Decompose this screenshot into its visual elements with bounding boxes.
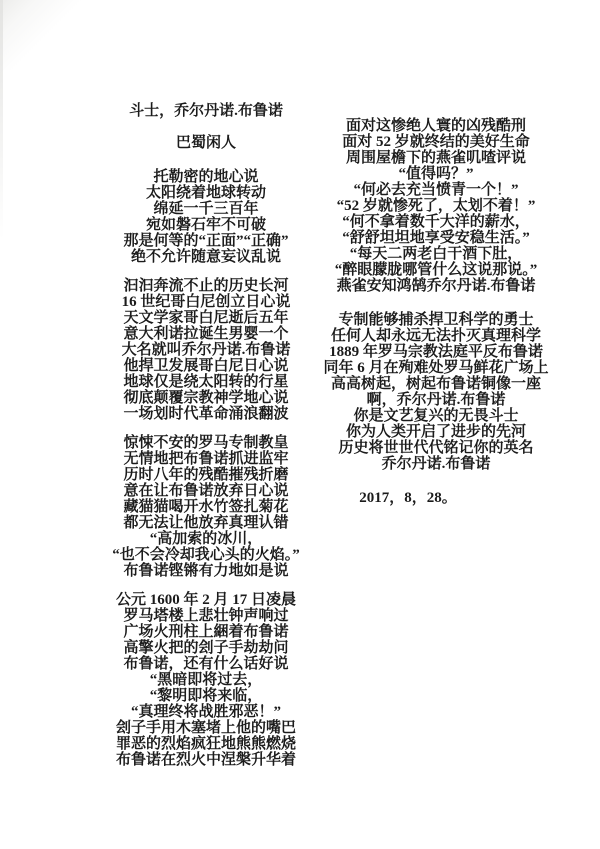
poem-line: 无情地把布鲁诺抓进监牢 bbox=[123, 451, 289, 467]
poem-stanza bbox=[72, 592, 340, 768]
poem-line: 宛如磐石牢不可破 bbox=[145, 217, 266, 233]
poem-line: “也不会冷却我心头的火焰。” bbox=[112, 547, 300, 563]
poem-date: 2017，8，28。 bbox=[359, 490, 457, 506]
poem-line: 历时八年的残酷摧残折磨 bbox=[123, 467, 289, 483]
poem-line: 面对 52 岁就终结的美好生命 bbox=[342, 134, 530, 150]
poem-stanzas-right bbox=[308, 118, 564, 472]
poem-line: “舒舒坦坦地享受安稳生活。” bbox=[342, 230, 530, 246]
poem-line: “黑暗即将过去， bbox=[149, 672, 263, 688]
poem-line: 公元 1600 年 2 月 17 日凌晨 bbox=[115, 592, 296, 608]
poem-line: 汩汩奔流不止的历史长河 bbox=[123, 278, 289, 294]
poem-line: 面对这惨绝人寰的凶残酷刑 bbox=[345, 118, 526, 134]
poem-stanza bbox=[72, 278, 340, 422]
poem-line: 广场火刑柱上綑着布鲁诺 bbox=[123, 624, 289, 640]
poem-line: 专制能够捕杀捍卫科学的勇士 bbox=[338, 312, 534, 328]
poem-stanza bbox=[308, 312, 564, 472]
poem-line: 16 世纪哥白尼创立日心说 bbox=[121, 294, 291, 310]
poem-line: 高高树起，树起布鲁诺铜像一座 bbox=[330, 376, 541, 392]
poem-line: 绵延一千三百年 bbox=[153, 201, 259, 217]
poem-line: 他捍卫发展哥白尼日心说 bbox=[123, 358, 289, 374]
poem-line: “黎明即将来临， bbox=[149, 688, 263, 704]
poem-line: 天文学家哥白尼逝后五年 bbox=[123, 310, 289, 326]
poem-line: “何不拿着数千大洋的薪水， bbox=[342, 214, 530, 230]
poem-line: 罪恶的烈焰疯狂地熊熊燃烧 bbox=[115, 736, 296, 752]
poem-line: 你是文艺复兴的无畏斗士 bbox=[353, 408, 519, 424]
poem-title: 斗士，乔尔丹诺.布鲁诺 bbox=[129, 103, 283, 119]
poem-stanzas-left bbox=[72, 169, 340, 768]
poem-line: 藏猫猫喝开水竹签扎菊花 bbox=[123, 499, 289, 515]
poem-line: 那是何等的“正面”“正确” bbox=[123, 233, 289, 249]
poem-line: 布鲁诺，还有什么话好说 bbox=[123, 656, 289, 672]
poem-stanza bbox=[72, 169, 340, 265]
poem-line: 彻底颠覆宗教神学地心说 bbox=[123, 390, 289, 406]
poem-line: 布鲁诺铿锵有力地如是说 bbox=[123, 563, 289, 579]
poem-line: “醉眼朦胧哪管什么这说那说。” bbox=[334, 262, 538, 278]
poem-line: 一场划时代革命涌浪翻波 bbox=[123, 406, 289, 422]
poem-line: 同年 6 月在殉难处罗马鲜花广场上 bbox=[323, 360, 549, 376]
poem-line: 1889 年罗马宗教法庭平反布鲁诺 bbox=[329, 344, 543, 360]
poem-line: 任何人却永远无法扑灭真理科学 bbox=[330, 328, 541, 344]
poem-line: 都无法让他放弃真理认错 bbox=[123, 515, 289, 531]
poem-stanza bbox=[308, 118, 564, 294]
poem-line: 燕雀安知鸿鹄乔尔丹诺.布鲁诺 bbox=[336, 278, 536, 294]
poem-line: “何必去充当愤青一个！” bbox=[353, 182, 519, 198]
poem-line: “每天二两老白干酒下肚， bbox=[349, 246, 523, 262]
poem-line: “真理终将战胜邪恶！” bbox=[130, 704, 281, 720]
poem-stanza bbox=[72, 435, 340, 579]
poem-line: 你为人类开启了进步的先河 bbox=[345, 424, 526, 440]
poem-line: 乔尔丹诺.布鲁诺 bbox=[381, 456, 491, 472]
poem-line: 绝不允许随意妄议乱说 bbox=[130, 249, 281, 265]
poem-line: 罗马塔楼上悲壮钟声响过 bbox=[123, 608, 289, 624]
poem-line: 高擎火把的刽子手劫劫问 bbox=[123, 640, 289, 656]
poem-line: “值得吗？” bbox=[398, 166, 474, 182]
poem-line: 托勒密的地心说 bbox=[153, 169, 259, 185]
poem-line: 周围屋檐下的燕雀叽喳评说 bbox=[345, 150, 526, 166]
poem-line: 大名就叫乔尔丹诺.布鲁诺 bbox=[121, 342, 291, 358]
poem-line: “高加索的冰川， bbox=[149, 531, 263, 547]
poem-line: 意在让布鲁诺放弃日心说 bbox=[123, 483, 289, 499]
poem-column-left bbox=[72, 103, 340, 768]
poem-line: 刽子手用木塞堵上他的嘴巴 bbox=[115, 720, 296, 736]
poem-column-right bbox=[308, 118, 564, 506]
spacer bbox=[72, 119, 340, 135]
poem-line: 太阳绕着地球转动 bbox=[145, 185, 266, 201]
poem-line: “52 岁就惨死了，太划不着！” bbox=[336, 198, 536, 214]
poem-line: 地球仅是绕太阳转的行星 bbox=[123, 374, 289, 390]
poem-line: 惊悚不安的罗马专制教皇 bbox=[123, 435, 289, 451]
spacer bbox=[72, 151, 340, 169]
poem-line: 意大利诺拉诞生男婴一个 bbox=[123, 326, 289, 342]
poem-line: 啊，乔尔丹诺.布鲁诺 bbox=[366, 392, 506, 408]
poem-author: 巴蜀闲人 bbox=[175, 135, 236, 151]
poem-line: 历史将世世代代铭记你的英名 bbox=[338, 440, 534, 456]
poem-line: 布鲁诺在烈火中涅槃升华着 bbox=[115, 752, 296, 768]
